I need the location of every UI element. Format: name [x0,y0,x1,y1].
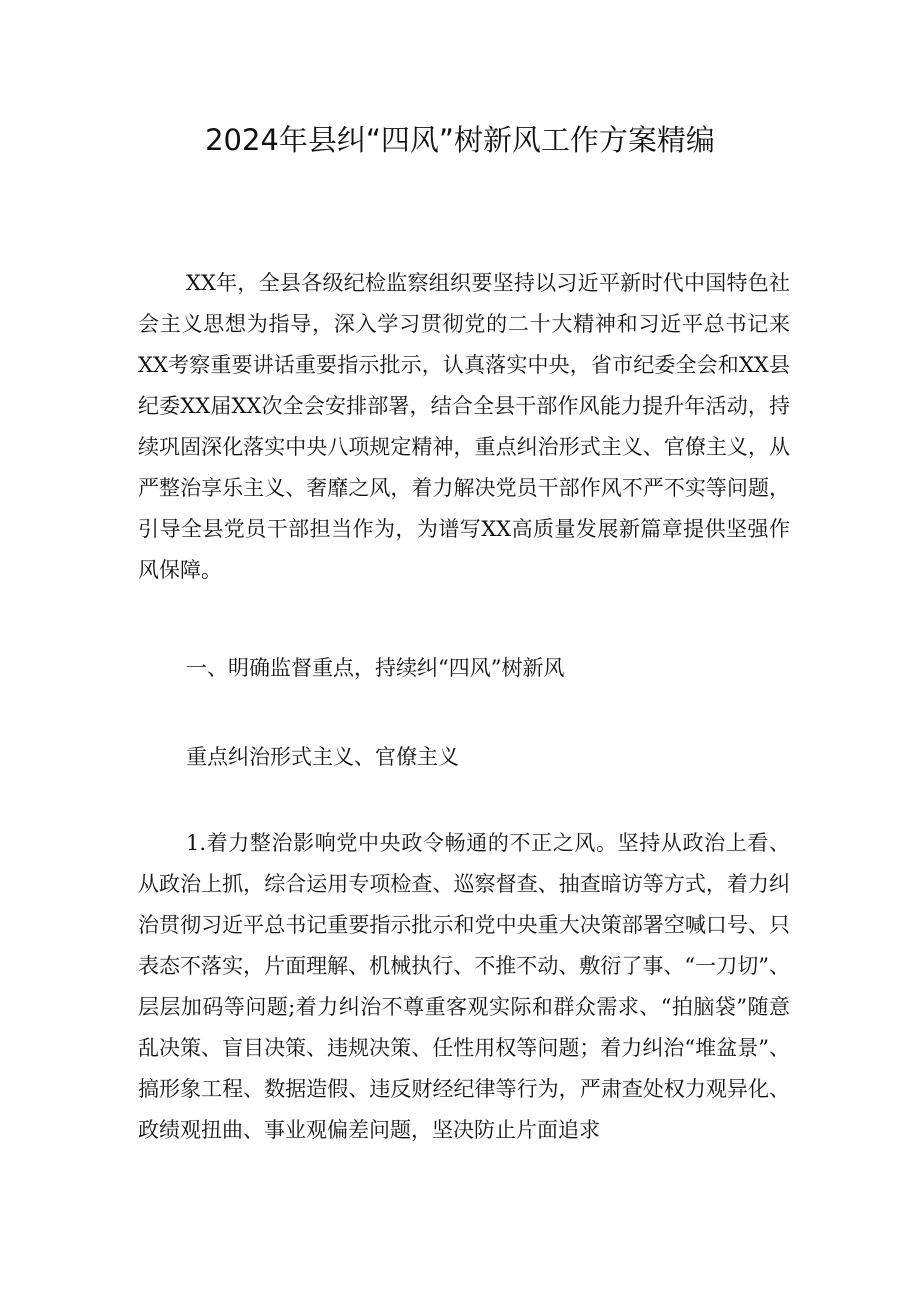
item-1-paragraph: 1.着力整治影响党中央政令畅通的不正之风。坚持从政治上看、从政治上抓，综合运用专项检查、巡察督查、抽查暗访等方式，着力纠治贯彻习近平总书记重要指示批示和党中央重大决策部署空喊口号、只表态不落实，片面理解、机械执行、不推不动、敷衍了事、“一刀切”、层层加码等问题;着力纠治不尊重客观实际和群众需求、“拍脑袋”随意乱决策、盲目决策、违规决策、任性用权等问题；着力纠治“堆盆景”、搞形象工程、数据造假、违反财经纪律等行为，严肃查处权力观异化、政绩观扭曲、事业观偏差问题，坚决防止片面追求 [138,831,790,1142]
subsection-heading: 重点纠治形式主义、官僚主义 [186,745,459,769]
section-heading: 一、明确监督重点，持续纠“四风”树新风 [186,656,565,680]
intro-paragraph: XX年，全县各级纪检监察组织要坚持以习近平新时代中国特色社会主义思想为指导，深入学习贯彻党的二十大精神和习近平总书记来XX考察重要讲话重要指示批示，认真落实中央，省市纪委全会和XX县纪委XX届XX次全会安排部署，结合全县干部作风能力提升年活动，持续巩固深化落实中央八项规定精神，重点纠治形式主义、官僚主义，从严整治享乐主义、奢靡之风，着力解决党员干部作风不严不实等问题，引导全县党员干部担当作为，为谱写XX高质量发展新篇章提供坚强作风保障。 [138,271,790,582]
document-title: 2024年县纠“四风”树新风工作方案精编 [205,123,715,157]
